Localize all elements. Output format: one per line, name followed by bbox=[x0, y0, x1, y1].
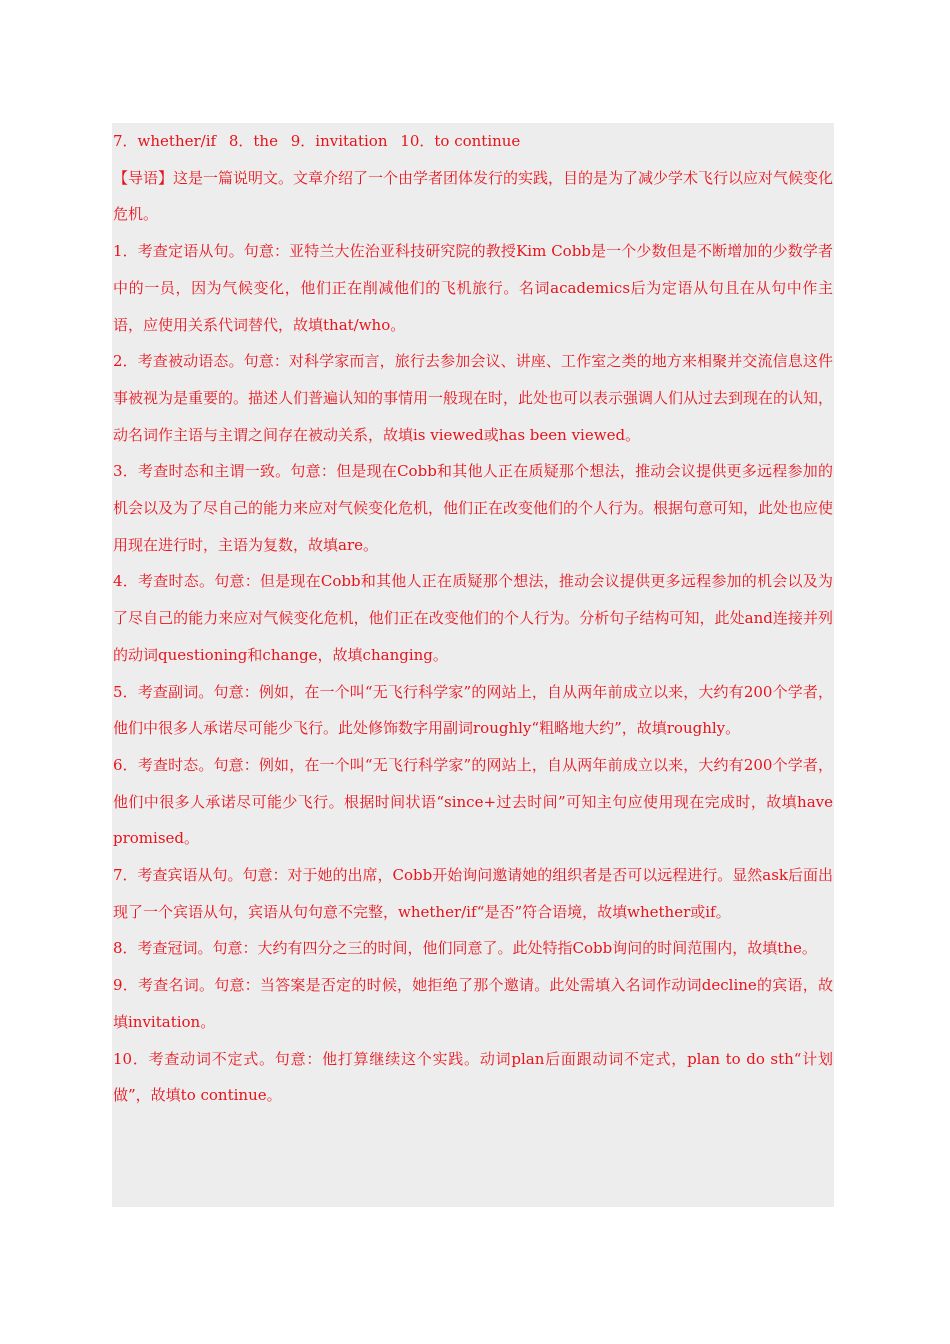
answer-9: 9．invitation bbox=[290, 132, 388, 150]
explanation-9: 9．考查名词。句意：当答案是否定的时候，她拒绝了那个邀请。此处需填入名词作动词decline的宾语，故填invitation。 bbox=[113, 976, 833, 1031]
answer-explanation-block bbox=[112, 123, 834, 1207]
explanation-7: 7．考查宾语从句。句意：对于她的出席，Cobb开始询问邀请她的组织者是否可以远程进行。显然ask后面出现了一个宾语从句，宾语从句句意不完整，whether/if“是否”符合语境，故填whether或if。 bbox=[113, 866, 833, 921]
answers-row bbox=[113, 123, 833, 160]
explanation-1: 1．考查定语从句。句意：亚特兰大佐治亚科技研究院的教授Kim Cobb是一个少数但是不断增加的少数学者中的一员，因为气候变化，他们正在削减他们的飞机旅行。名词academics后为定语从句且在从句中作主语，应使用关系代词替代，故填that/who。 bbox=[113, 242, 833, 334]
explanation-3: 3．考查时态和主谓一致。句意：但是现在Cobb和其他人正在质疑那个想法，推动会议提供更多远程参加的机会以及为了尽自己的能力来应对气候变化危机，他们正在改变他们的个人行为。根据句意可知，此处也应使用现在进行时，主语为复数，故填are。 bbox=[113, 462, 834, 554]
explanation-2: 2．考查被动语态。句意：对科学家而言，旅行去参加会议、讲座、工作室之类的地方来相聚并交流信息这件事被视为是重要的。描述人们普遍认知的事情用一般现在时，此处也可以表示强调人们从过去到现在的认知，动名词作主语与主谓之间存在被动关系，故填is viewed或has been viewed。 bbox=[113, 352, 834, 444]
answer-7: 7．whether/if bbox=[113, 132, 217, 150]
explanation-10: 10．考查动词不定式。句意：他打算继续这个实践。动词plan后面跟动词不定式，plan to do sth“计划做”，故填to continue。 bbox=[113, 1049, 833, 1105]
answer-10: 10．to continue bbox=[400, 132, 521, 150]
explanation-4: 4．考查时态。句意：但是现在Cobb和其他人正在质疑那个想法，推动会议提供更多远程参加的机会以及为了尽自己的能力来应对气候变化危机，他们正在改变他们的个人行为。分析句子结构可知，此处and连接并列的动词questioning和change，故填changing。 bbox=[113, 572, 833, 664]
explanation-6: 6．考查时态。句意：例如，在一个叫“无飞行科学家”的网站上，自从两年前成立以来，大约有200个学者，他们中很多人承诺尽可能少飞行。根据时间状语“since+过去时间”可知主句应使用现在完成时，故填have promised。 bbox=[113, 755, 833, 848]
explanation-8: 8．考查冠词。句意：大约有四分之三的时间，他们同意了。此处特指Cobb询问的时间范围内，故填the。 bbox=[113, 939, 817, 958]
intro-paragraph: 【导语】这是一篇说明文。文章介绍了一个由学者团体发行的实践，目的是为了减少学术飞行以应对气候变化危机。 bbox=[113, 168, 834, 224]
answer-8: 8．the bbox=[228, 132, 278, 150]
explanation-5: 5．考查副词。句意：例如，在一个叫“无飞行科学家”的网站上，自从两年前成立以来，大约有200个学者，他们中很多人承诺尽可能少飞行。此处修饰数字用副词roughly“粗略地大约”，故填roughly。 bbox=[113, 682, 833, 738]
